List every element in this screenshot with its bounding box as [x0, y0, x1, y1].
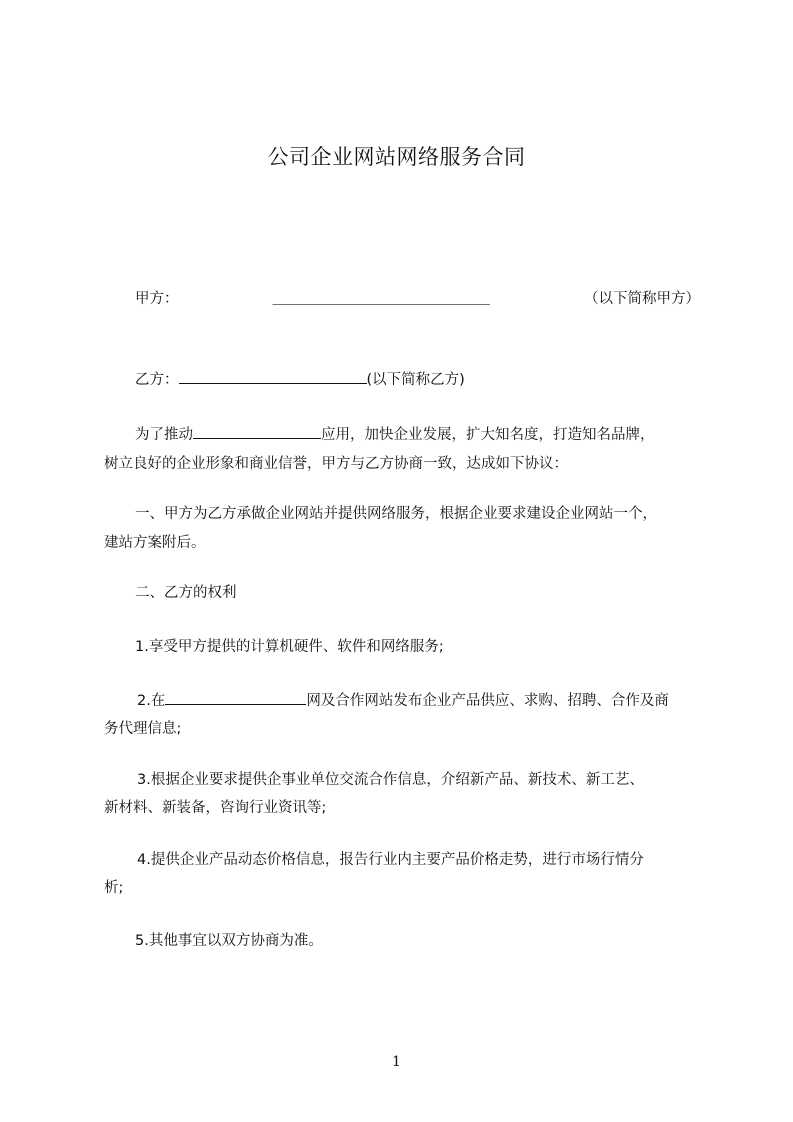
document-title: 公司企业网站网络服务合同 [267, 145, 526, 169]
right-4-line-2: 析; [104, 880, 124, 896]
right-2-suffix: 网及合作网站发布企业产品供应、求购、招聘、合作及商 [306, 693, 669, 709]
right-3-line-1: 3.根据企业要求提供企事业单位交流合作信息，介绍新产品、新技术、新工艺、 [137, 772, 644, 788]
party-a-suffix: （以下简称甲方） [584, 291, 700, 307]
intro-prefix: 为了推动 [135, 427, 193, 443]
intro-suffix: 应用，加快企业发展，扩大知名度，打造知名品牌， [321, 427, 655, 443]
intro-line-1 [135, 421, 735, 450]
right-2-line-1 [137, 687, 737, 716]
right-2-blank [165, 688, 306, 705]
right-3-line-2: 新材料、新装备，咨询行业资讯等; [104, 800, 327, 816]
party-a-line [135, 285, 700, 314]
party-b-line [135, 366, 735, 395]
party-b-label: 乙方： [135, 372, 179, 388]
right-5: 5.其他事宜以双方协商为准。 [135, 933, 323, 949]
right-1: 1.享受甲方提供的计算机硬件、软件和网络服务; [135, 639, 444, 655]
party-a-label: 甲方： [135, 291, 179, 307]
intro-blank [193, 422, 321, 439]
party-a-blank: ＿＿＿＿＿＿＿＿＿＿＿＿＿＿＿ [272, 291, 490, 307]
clause-1-line-1: 一、甲方为乙方承做企业网站并提供网络服务，根据企业要求建设企业网站一个， [135, 506, 657, 522]
clause-1-line-2: 建站方案附后。 [104, 535, 206, 551]
right-4-line-1: 4.提供企业产品动态价格信息，报告行业内主要产品价格走势，进行市场行情分 [137, 852, 644, 868]
intro-line-2: 树立良好的企业形象和商业信誉，甲方与乙方协商一致，达成如下协议： [104, 456, 568, 472]
party-b-blank [179, 367, 367, 384]
page-number: 1 [392, 1054, 401, 1070]
right-2-line-2: 务代理信息; [104, 721, 182, 737]
clause-2-heading: 二、乙方的权利 [135, 585, 237, 601]
right-2-prefix: 2.在 [137, 693, 166, 709]
party-b-suffix: (以下简称乙方) [366, 372, 465, 388]
